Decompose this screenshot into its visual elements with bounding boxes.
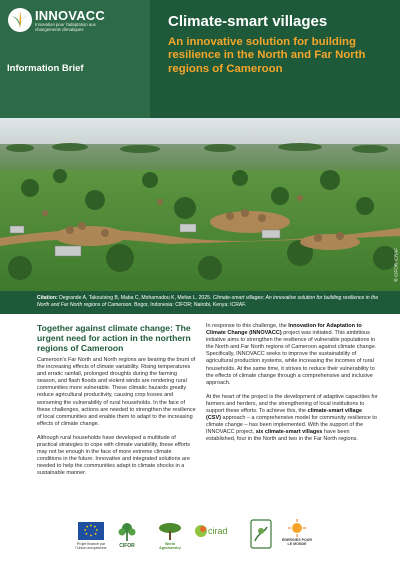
partner-logos: [75, 519, 378, 557]
world-agroforestry-label: World Agroforestry: [159, 542, 181, 551]
logo-wordmark: INNOVACC: [35, 8, 105, 23]
innovacc-logo: [7, 7, 147, 41]
village-aerial-photo: [0, 118, 400, 291]
cifor-label: CIFOR: [119, 543, 135, 549]
paragraph-3-text-a: In response to this challenge, the: [206, 323, 289, 329]
paragraph-2: Although rural households have developed a multitude of practical strategies to cope with climate variability, these efforts may not be enough in the face of more extreme climate conditions in the future. Innovative and integrated solutions are needed to help the communities adapt to climate shocks in a sustainable manner.: [37, 434, 190, 477]
page-subtitle: An innovative solution for building resilience in the North and Far North regions of Cameroon: [168, 36, 366, 75]
cirad-mark-icon: [194, 523, 208, 539]
energies-label: ÉNERGIES POUR LE MONDE: [282, 538, 312, 547]
citation-title: Climate-smart villages: An innovative solution for building resilience in the North and Far North regions of Cameroon.: [37, 295, 379, 308]
innovacc-project-name: Innovation for Adaptation to Climate Change (INNOVACC): [206, 323, 362, 337]
emblem-icon: [250, 519, 272, 549]
section-heading: Together against climate change: The urgent need for action in the northern regions of Cameroon: [37, 323, 191, 353]
paragraph-4-text-c: have been established, four in the North and two in the Far North regions.: [206, 429, 358, 443]
citation-label: Citation:: [37, 295, 58, 301]
photo-credit: © CIFOR-ICRAF: [394, 248, 399, 282]
csv-approach-term: climate-smart village (CSV): [206, 408, 363, 422]
eu-logo: [75, 522, 107, 551]
paragraph-4: [206, 394, 378, 444]
citation-bar: [0, 291, 400, 314]
partner-emblem-logo: [250, 519, 272, 554]
agroforestry-tree-icon: [158, 521, 182, 541]
world-agroforestry-logo: [158, 521, 182, 551]
header-left-panel: [0, 0, 150, 118]
logo-tagline: Innovation pour l'adaptation aux changements climatiques: [35, 22, 96, 32]
energies-pour-le-monde-logo: [282, 519, 312, 547]
citation-authors: Degrande A, Takoutsing B, Maba C, Mohamadou K, Mefan L. 2025.: [59, 295, 212, 301]
eu-caption: Projet financé par l'Union européenne: [75, 542, 107, 551]
innovacc-leaf-icon: [7, 7, 33, 33]
citation-publisher: Bogor, Indonesia: CIFOR; Nairobi, Kenya: ICRAF.: [134, 301, 247, 308]
paragraph-1: Cameroon's Far North and North regions are bearing the brunt of the increasing effects of climate variability. Rising temperatures and erratic rainfall, prolonged droughts during the farming season, and flash floods and violent winds are rendering rural communities more vulnerable. These climatic hazards greatly reduce agricultural productivity, causing crop losses and worsening the vulnerability of rural households. In the face of these challenges, actions are needed to strengthen the resilience of local communities and enable them to adapt to the increasing effects of climate change.: [37, 357, 196, 427]
paragraph-4-text-b: approach – a comprehensive model for community resilience to climate change – has been implemented. With the support of the INNOVACC project,: [206, 415, 377, 436]
cirad-logo: [194, 523, 228, 544]
sun-icon: [288, 519, 306, 537]
page-title: Climate-smart villages: [168, 13, 328, 30]
paragraph-4-text-a: At the heart of the project is the development of adaptive capacities for farmers and herders, and the strengthening of local institutions to support these efforts. To achieve this, the: [206, 393, 378, 415]
cirad-label: cirad: [208, 526, 228, 536]
paragraph-3: [206, 323, 378, 387]
cifor-tree-icon: [116, 521, 138, 543]
right-column: [206, 323, 378, 451]
six-villages-term: six climate-smart villages: [255, 429, 323, 436]
left-column: [37, 323, 197, 485]
header-banner: [0, 0, 400, 118]
paragraph-3-text-b: project was initiated. This ambitious initiative aims to strengthen the resilience of vulnerable populations in the North and Far North regions of Cameroon against climate change. Specifically, INNOVACC seeks to improve the sustainability of agricultural production systems, while increasing the incomes of rural households. At the same time, it strives to reduce their vulnerability to the effects of climate change through a comprehensive and inclusive approach.: [206, 330, 377, 386]
eu-flag-icon: [78, 522, 104, 540]
cifor-logo: [116, 521, 138, 548]
document-type-label: Information Brief: [7, 63, 84, 74]
